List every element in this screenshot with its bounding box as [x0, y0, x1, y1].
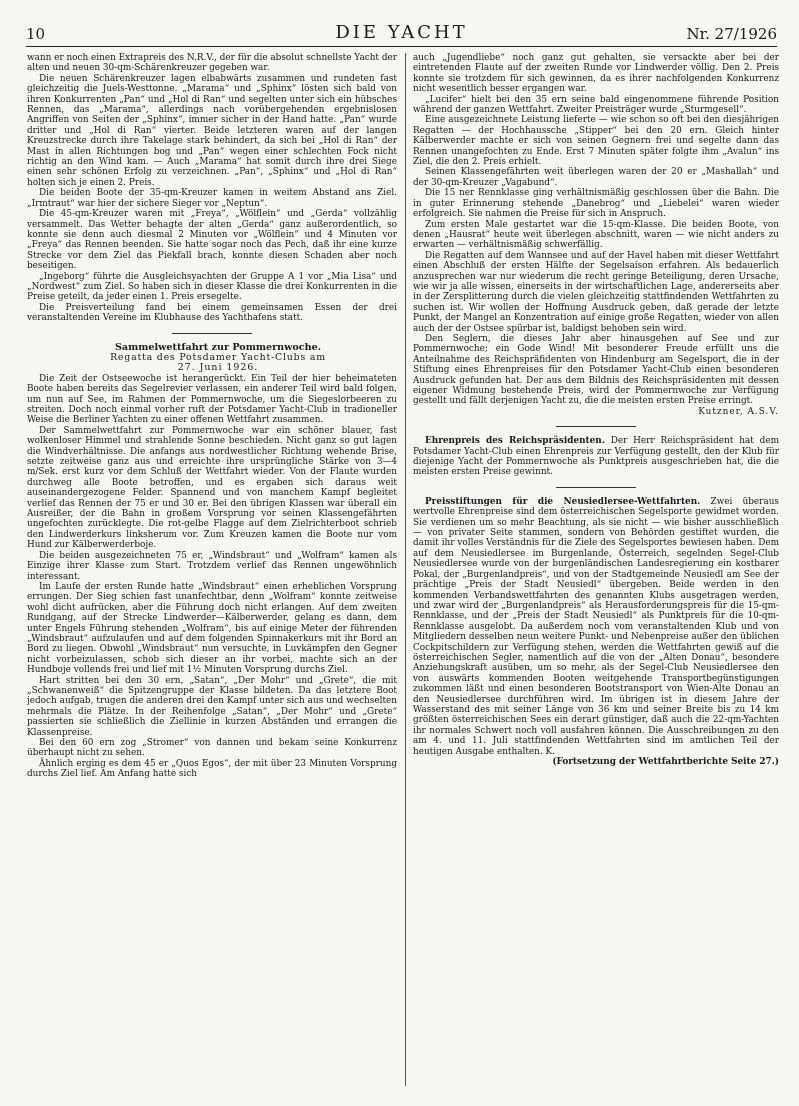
article-paragraph: Die Zeit der Ostseewoche ist herangerückt. Ein Teil der hier beheimateten Boote haben bereits das Segelrevier verlassen, ein anderer Teil wird bald folgen, um nun auf See, im Rahmen der Pommernwoche, um die Siegeslorbeeren zu streiten. Doch noch einmal vorher ruft der Potsdamer Yacht-Club in tradioneller Weise die Berliner Yachten zu einer offenen Wettfahrt zusammen.	[27, 373, 397, 426]
ehrenpreis-text: Der Herr Reichspräsident hat dem Potsdamer Yacht-Club einen Ehrenpreis zur Verfügung gestellt, den der Klub für diejenige Yacht der Pommernwoche als Punktpreis ausgeschrieben hat, die die meisten ersten Preise gewinnt.	[413, 436, 779, 478]
article-paragraph: Eine ausgezeichnete Leistung lieferte — wie schon so oft bei den diesjährigen Regatten — der Hochhaussche „Stipper“ bei den 20 ern. Gleich hinter Kälberwerder machte er sich von seinen Gegnern frei und segelte dann das Rennen unangefochten zu Ende. Erst 7 Minuten später folgte ihm „Avalun“ ins Ziel, die den 2. Preis erhielt.	[413, 115, 779, 168]
page-number: 10	[26, 25, 46, 43]
article-paragraph: Die 15 ner Rennklasse ging verhältnismäßig geschlossen über die Bahn. Die in guter Erinnerung stehende „Danebrog“ und „Liebelei“ waren wieder erfolgreich. Sie nahmen die Preise für sich in Anspruch.	[413, 188, 779, 220]
preisstiftungen-paragraph	[413, 497, 779, 757]
section-divider	[172, 333, 252, 334]
page-header	[26, 22, 777, 44]
article-paragraph: Bei den 60 ern zog „Stromer“ von dannen und bekam seine Konkurrenz überhaupt nicht zu sehen.	[27, 738, 397, 759]
article-paragraph: Seinen Klassengefährten weit überlegen waren der 20 er „Mashallah“ und der 30-qm-Kreuzer „Vagabund“.	[413, 167, 779, 188]
article-paragraph: Die Regatten auf dem Wannsee und auf der Havel haben mit dieser Wettfahrt einen Abschluß der ersten Hälfte der Segelsaison erfahren. Als bedauerlich anzusprechen war nur wiederum die recht geringe Beteiligung, deren Ursache, wie wir ja alle wissen, einerseits in der wirtschaftlichen Lage, andererseits aber in der Zersplitterung durch die vielen gleichzeitig stattfindenden Wettfahrten zu suchen ist. Wir wollen der Hoffnung Ausdruck geben, daß gerade der letzte Punkt, der Mangel an Konzentration auf einige große Regatten, wieder von allen auch der der Ostsee spürbar ist, baldigst behoben sein wird.	[413, 250, 779, 334]
section-divider	[556, 426, 636, 427]
article-paragraph: Zum ersten Male gestartet war die 15-qm-Klasse. Die beiden Boote, von denen „Hausrat“ heute weit überlegen abschnitt, waren — wie nicht anders zu erwarten — verhältnismäßig schwerfällig.	[413, 219, 779, 251]
right-column	[413, 53, 779, 1096]
section-date: 27. Juni 1926.	[177, 362, 259, 374]
article-paragraph: wann er noch einen Extrapreis des N.R.V., der für die absolut schnellste Yacht der alten und neuen 30-qm-Schärenkreuzer gegeben war.	[27, 53, 397, 74]
preisstiftungen-signature: K.	[545, 746, 555, 757]
article-paragraph: Ähnlich erging es dem 45 er „Quos Egos“, der mit über 23 Minuten Vorsprung durchs Ziel lief. Am Anfang hatte sich	[27, 758, 397, 780]
article-paragraph: Im Laufe der ersten Runde hatte „Windsbraut“ einen erheblichen Vorsprung errungen. Der Sieg schien fast unanfechtbar, denn „Wolfram“ konnte zeitweise wohl dicht aufrücken, aber die Führung doch nicht erlangen. Auf dem zweiten Rundgang, auf der Strecke Lindwerder—Kälberwerder, gelang es dann, dem unter Engels Führung stehenden „Wolfram“, bis auf einige Meter der führenden „Windsbraut“ aufzulaufen und auf dem folgenden Spinnakerkurs mit ihr Bord an Bord zu liegen. Obwohl „Windsbraut“ nun versuchte, in Luvkämpfen den Gegner nicht vorbeizulassen, schob sich dieser an ihr vorbei, machte sich an der Hundboje vollends frei und lief mit 1½ Minuten Vorsprung durchs Ziel.	[27, 581, 397, 676]
article-paragraph: Die 45-qm-Kreuzer waren mit „Freya“, „Wölflein“ und „Gerda“ vollzählig versammelt. Das Wetter behagte der alten „Gerda“ ganz außerordentlich, so konnte sie denn auch diesmal 2 Minuten vor „Wölflein“ und 4 Minuten vor „Freya“ das Rennen beenden. Sie hatte sogar noch das Pech, daß ihr eine kurze Strecke vor dem Ziel das Piekfall brach, konnte diesen Schaden aber noch beseitigen.	[27, 209, 397, 272]
magazine-title: DIE YACHT	[335, 22, 468, 43]
article-paragraph: Die beiden Boote der 35-qm-Kreuzer kamen in weitem Abstand ans Ziel. „Irmtraut“ war hier der sichere Sieger vor „Neptun“.	[27, 188, 397, 209]
section-title: Sammelwettfahrt zur Pommernwoche.	[114, 341, 322, 353]
ehrenpreis-lead: Ehrenpreis des Reichspräsidenten.	[425, 436, 605, 447]
article-paragraph: Den Seglern, die dieses Jahr aber hinausgehen auf See und zur Pommernwoche; ein Gode Wind! Mit besonderer Freude erfüllt uns die Anteilnahme des Reichspräfidenten von Hindenburg am Segelsport, die in der Stiftung eines Ehrenpreises für den Potsdamer Yacht-Club einen besonderen Ausdruck gefunden hat. Der aus dem Bildnis des Reichspräsidenten mit dessen eigener Widmung bestehende Preis, wird der Pommernwoche zur Verfügung gestellt und fällt derjenigen Yacht zu, die die meisten ersten Preise erringt.	[413, 333, 779, 407]
article-paragraph: Die Preisverteilung fand bei einem gemeinsamen Essen der drei veranstaltenden Vereine im Klubhause des Yachthafens statt.	[27, 302, 397, 324]
article-paragraph: „Ingeborg“ führte die Ausgleichsyachten der Gruppe A 1 vor „Mia Lisa“ und „Nordwest“ zum Ziel. So haben sich in dieser Klasse die drei Konkurrenten in die Preise geteilt, da jeder einen 1. Preis ersegelte.	[27, 271, 397, 303]
ehrenpreis-paragraph	[413, 436, 779, 478]
left-column	[27, 53, 397, 1096]
header-rule	[26, 46, 777, 47]
article-paragraph: Die beiden ausgezeichneten 75 er, „Windsbraut“ und „Wolfram“ kamen als Einzige ihrer Klasse zum Start. Trotzdem verlief das Rennen ungewöhnlich interessant.	[27, 550, 397, 582]
article-paragraph: Der Sammelwettfahrt zur Pommernwoche war ein schöner blauer, fast wolkenloser Himmel und strahlende Sonne beschieden. Nicht ganz so gut lagen die Windverhältnisse. Die anfangs aus nordwestlicher Richtung wehende Brise, setzte zeitweise ganz aus und erreichte ihre ursprüngliche Stärke von 3—4 m/Sek. erst kurz vor dem Schluß der Wettfahrt wieder. Von der Flaute wurden durchweg alle Boote betroffen, und es ergaben sich daraus weit auseinandergezogene Felder. Spannend und von manchem Kampf begleitet verlief das Rennen der 75 er und 30 er. Bei den übrigen Klassen war überall ein Ausreißer, der die Bahn in großem Vorsprung vor seinen Klassengefährten ungefochten zurücklegte. Die rot-gelbe Flagge auf dem Zielrichterboot schrieb den Lindwerderkurs linksherum vor. Zum Kreuzen kamen die Boote nur vom Hund zur Kälberwerderboje.	[27, 425, 397, 551]
column-divider	[405, 53, 406, 1086]
article-paragraph: Die neuen Schärenkreuzer lagen elbabwärts zusammen und rundeten fast gleichzeitig die Juels-Westtonne. „Marama“ und „Sphinx“ lösten sich bald von ihren Konkurrenten „Pan“ und „Hol di Ran“ und segelten unter sich ein hübsches Rennen, das „Marama“, allerdings nach vorübergehenden ergebnislosen Angriffen von Seiten der „Sphinx“, immer sicher in der Hand hatte. „Pan“ wurde dritter und „Hol di Ran“ vierter. Beide letzteren waren auf der langen Kreuzstrecke durch ihre Takelage stark behindert, da sich bei „Hol di Ran“ der Mast in allen Richtungen bog und „Pan“ wegen einer schlechten Fock nicht richtig an den Wind kam. — Auch „Marama“ hat somit durch ihre drei Siege einen sehr schönen Erfolg zu verzeichnen. „Pan“, „Sphinx“ und „Hol di Ran“ holten sich je einen 2. Preis.	[27, 73, 397, 188]
preisstiftungen-text: Zwei überaus wertvolle Ehrenpreise sind dem österreichischen Segelsporte gewidmet worden. Sie verdienen um so mehr Beachtung, als sie nicht — wie bisher ausschließlich — von privater Seite stammen, sondern von Behörden gestiftet wurden, die damit ihr volles Verständnis für die Ziele des Segelsportes bewiesen haben. Dem auf dem Neusiedlersee im Burgenlande, Österreich, segelnden Segel-Club Neusiedlersee wurde von der burgenländischen Landesregierung ein kostbarer Pokal, der „Burgenlandpreis“, und von der Stadtgemeinde Neusiedl am See der prächtige „Preis der Stadt Neusiedl“ übergeben. Beide werden in den kommenden Verbandswettfahrten des genannten Klubs ausgetragen werden, und zwar wird der „Burgenlandpreis“ als Herausforderungspreis für die 15-qm-Rennklasse, und der „Preis der Stadt Neusiedl“ als Punktpreis für die 10-qm-Rennklasse ausgelobt. Da außerdem noch vom veranstaltenden Klub und von Mitgliedern desselben neun weitere Punkt- und Nebenpreise außer den üblichen Cockpitschildern zur Verfügung stehen, werden die Wettfahrten gewiß auf die österreichischen Segler, namentlich auf die von der „Alten Donau“, besondere Anziehungskraft ausüben, um so mehr, als der Segel-Club Neusiedlersee den von auswärts kommenden Booten weitgehende Transportbegünstigungen zukommen läßt und einen besonderen Bootstransport von Wien-Alte Donau an den Neusiedlersee durchführen wird. Im übrigen ist in diesem Jahre der Wasserstand des mit seiner Länge von 36 km und seiner Breite bis zu 14 km größten österreichischen Sees ein derart günstiger, daß auch die 22-qm-Yachten ihr normales Schwert noch voll ausfahren können. Die Ausschreibungen zu den am 4. und 11. Juli stattfindenden Wettfahrten sind im amtlichen Teil der heutigen Ausgabe enthalten.	[413, 496, 779, 757]
article-paragraph: auch „Jugendliebe“ noch ganz gut gehalten, sie versackte aber bei der eintretenden Flaute auf der zweiten Runde vor Lindwerder völlig. Den 2. Preis konnte sie trotzdem für sich gewinnen, da es ihrer nachfolgenden Konkurrenz nicht wesentlich besser ergangen war.	[413, 53, 779, 95]
issue-number: Nr. 27/1926	[686, 25, 777, 43]
preisstiftungen-lead: Preisstiftungen für die Neusiedlersee-Wettfahrten.	[425, 496, 701, 507]
article-paragraph: Hart stritten bei den 30 ern, „Satan“, „Der Mohr“ und „Grete“, die mit „Schwanenweiß“ die Spitzengruppe der Klasse bildeten. Da das letztere Boot jedoch aufgab, trugen die anderen drei den Kampf unter sich aus und wechselten mehrmals die Plätze. In der Reihenfolge „Satan“, „Der Mohr“ und „Grete“ passierten sie schließlich die Ziellinie in kurzen Abständen und errangen die Klassenpreise.	[27, 675, 397, 738]
continuation-note: (Fortsetzung der Wettfahrtberichte Seite 27.)	[552, 757, 779, 767]
author-signature: Kutzner, A.S.V.	[698, 406, 779, 417]
section-subtitle: Regatta des Potsdamer Yacht-Clubs am	[110, 351, 326, 363]
section-divider	[556, 487, 636, 488]
article-paragraph: „Lucifer“ hielt bei den 35 ern seine bald eingenommene führende Position während der ganzen Wettfahrt. Zweiter Preisträger wurde „Sturmgesell“.	[413, 94, 779, 116]
